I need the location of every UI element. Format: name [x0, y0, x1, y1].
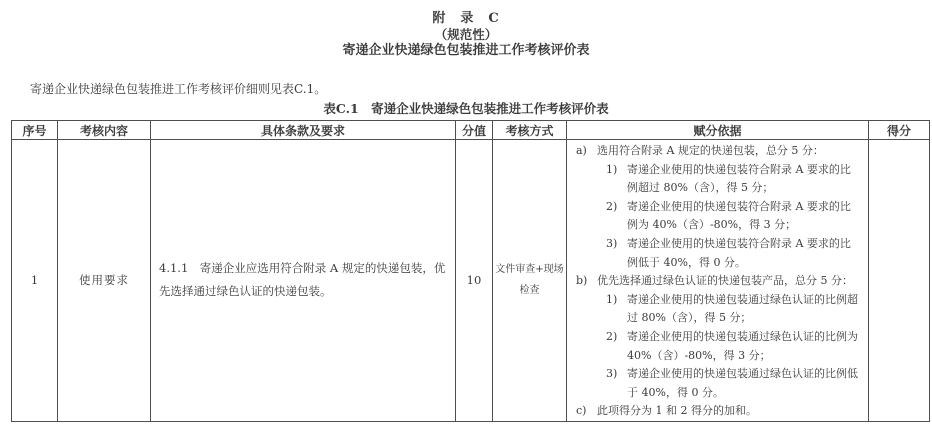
- col-header-content: 考核内容: [58, 121, 151, 140]
- basis-marker: 1): [606, 292, 618, 306]
- basis-item-b2: [606, 328, 860, 365]
- basis-marker: a): [576, 144, 587, 157]
- table-header-row: [12, 121, 930, 140]
- basis-item-c: [576, 402, 860, 421]
- basis-marker: c): [576, 404, 587, 418]
- basis-item-a1: [606, 161, 860, 198]
- normative-label: （规范性）: [434, 27, 498, 42]
- basis-marker: 2): [606, 199, 618, 213]
- appendix-title: 附 录 C: [432, 11, 500, 26]
- basis-item-b: [576, 272, 860, 291]
- document-header: [0, 0, 932, 59]
- cell-seq: 1: [12, 140, 58, 422]
- basis-text: 寄递企业使用的快递包装通过绿色认证的比例超过 80%（含），得 5 分；: [627, 292, 858, 325]
- basis-marker: 3): [606, 367, 618, 381]
- basis-item-b1: [606, 291, 860, 328]
- basis-text: 寄递企业使用的快递包装符合附录 A 要求的比例超过 80%（含），得 5 分；: [627, 162, 851, 195]
- basis-item-a3: [606, 235, 860, 272]
- basis-marker: 3): [606, 236, 618, 250]
- doc-title: 寄递企业快递绿色包装推进工作考核评价表: [342, 43, 590, 58]
- basis-item-b3: [606, 365, 860, 402]
- col-header-score-value: 分值: [456, 121, 493, 140]
- table-caption: 表C.1 寄递企业快递绿色包装推进工作考核评价表: [323, 101, 609, 116]
- basis-marker: 1): [606, 162, 618, 176]
- basis-text: 寄递企业使用的快递包装符合附录 A 要求的比例低于 40%，得 0 分。: [627, 236, 851, 269]
- cell-assessment-method: 文件审查+现场检查: [493, 140, 567, 422]
- cell-assessment-content: 使用要求: [58, 140, 151, 422]
- basis-text: 优先选择通过绿色认证的快递包装产品，总分 5 分：: [597, 274, 853, 288]
- basis-marker: 2): [606, 329, 618, 343]
- basis-text: 寄递企业使用的快递包装符合附录 A 要求的比例为 40%（含）-80%，得 3 分；: [627, 199, 851, 232]
- cell-scoring-basis: [567, 140, 869, 422]
- cell-score-value: 10: [456, 140, 493, 422]
- cell-score-empty: [869, 140, 930, 422]
- col-header-score: 得分: [869, 121, 930, 140]
- basis-text: 选用符合附录 A 规定的快递包装，总分 5 分：: [597, 144, 824, 157]
- col-header-clause: 具体条款及要求: [151, 121, 456, 140]
- basis-text: 寄递企业使用的快递包装通过绿色认证的比例低于 40%，得 0 分。: [627, 367, 858, 399]
- col-header-seq: 序号: [12, 121, 58, 140]
- basis-text: 寄递企业使用的快递包装通过绿色认证的比例为 40%（含）-80%，得 3 分；: [627, 329, 858, 362]
- table-row: [12, 140, 930, 422]
- intro-paragraph: 寄递企业快递绿色包装推进工作考核评价细则见表C.1。: [30, 82, 327, 96]
- evaluation-table: [11, 120, 930, 422]
- cell-clause-requirement: 4.1.1 寄递企业应选用符合附录 A 规定的快递包装，优先选择通过绿色认证的快递包装。: [151, 140, 456, 422]
- basis-marker: b): [576, 274, 588, 288]
- col-header-method: 考核方式: [493, 121, 567, 140]
- basis-item-a: [576, 142, 860, 161]
- basis-text: 此项得分为 1 和 2 得分的加和。: [597, 404, 757, 418]
- col-header-scoring-basis: 赋分依据: [567, 121, 869, 140]
- basis-item-a2: [606, 198, 860, 235]
